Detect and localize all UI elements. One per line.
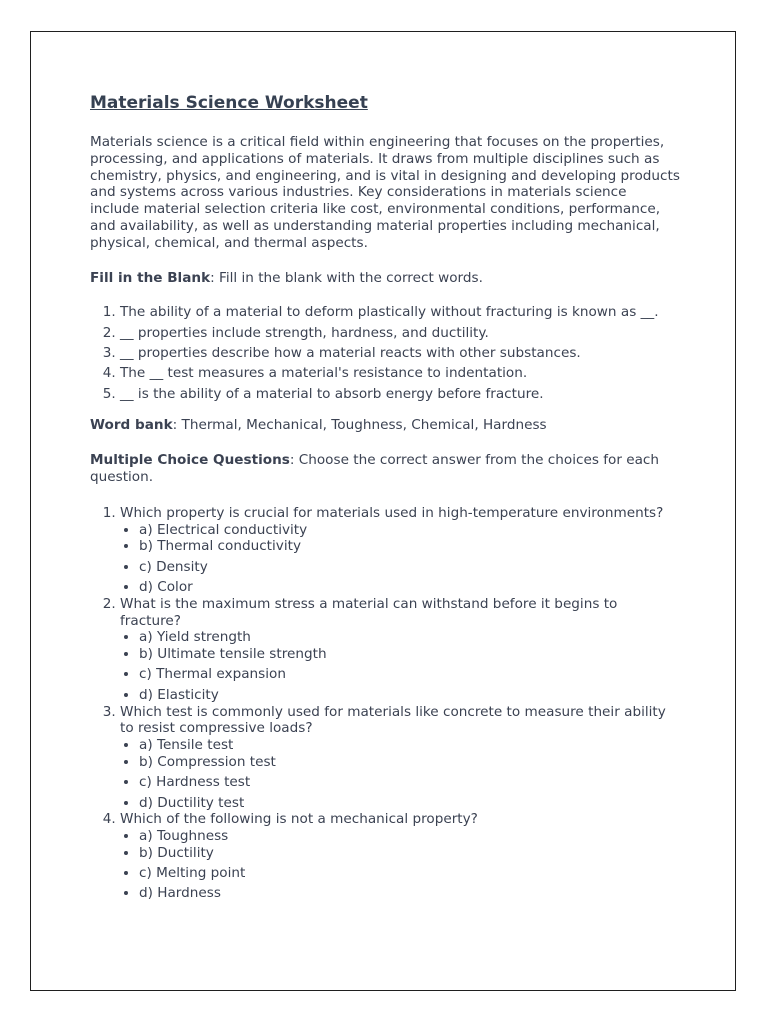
fill-in-instruction-text: : Fill in the blank with the correct words. [210, 269, 483, 286]
choice-d: • d) Color [139, 579, 680, 596]
fill-in-item-4: 4. The __ test measures a material's resistance to indentation. [120, 365, 680, 382]
choice-a: • a) Toughness [139, 828, 680, 845]
worksheet-content [90, 93, 680, 902]
intro-paragraph: Materials science is a critical field within engineering that focuses on the properties, processing, and applications of materials. It draws from multiple disciplines such as chemistry, physics, and engineering, and is vital in designing and developing products and systems across various industries. Key considerations in materials science include material selection criteria like cost, environmental conditions, performance, and availability, as well as understanding material properties including mechanical, physical, chemical, and thermal aspects. [90, 134, 680, 251]
choice-c: • c) Density [139, 559, 680, 576]
choice-b: • b) Compression test [139, 754, 680, 771]
question-text: What is the maximum stress a material can withstand before it begins to fracture? [120, 595, 618, 629]
page-title: Materials Science Worksheet [90, 93, 368, 113]
choice-d: • d) Elasticity [139, 687, 680, 704]
word-bank [90, 417, 680, 434]
multiple-choice-list [90, 505, 680, 903]
fill-in-heading: Fill in the Blank [90, 269, 211, 286]
choice-c: • c) Thermal expansion [139, 666, 680, 683]
choice-a: • a) Yield strength [139, 629, 680, 646]
word-bank-heading: Word bank [90, 417, 173, 434]
word-bank-words: : Thermal, Mechanical, Toughness, Chemical, Hardness [172, 417, 547, 434]
multiple-choice-instructions [90, 452, 680, 486]
question-3 [120, 704, 680, 812]
choice-list [120, 737, 680, 811]
fill-in-list [90, 304, 680, 402]
choice-d: • d) Ductility test [139, 795, 680, 812]
choice-list [120, 828, 680, 902]
choice-b: • b) Ultimate tensile strength [139, 646, 680, 663]
fill-in-item-1: 1. The ability of a material to deform plastically without fracturing is known as __. [120, 304, 680, 321]
fill-in-item-2: 2. __ properties include strength, hardness, and ductility. [120, 325, 680, 342]
choice-a: • a) Electrical conductivity [139, 522, 680, 539]
multiple-choice-heading: Multiple Choice Questions [90, 452, 290, 469]
fill-in-item-3: 3. __ properties describe how a material reacts with other substances. [120, 345, 680, 362]
question-text: Which of the following is not a mechanical property? [120, 811, 478, 828]
question-text: Which property is crucial for materials used in high-temperature environments? [120, 504, 664, 521]
choice-list [120, 629, 680, 703]
question-text: Which test is commonly used for materials like concrete to measure their ability to resist compressive loads? [120, 703, 666, 737]
question-4 [120, 811, 680, 902]
choice-c: • c) Melting point [139, 865, 680, 882]
choice-a: • a) Tensile test [139, 737, 680, 754]
fill-in-item-5: 5. __ is the ability of a material to absorb energy before fracture. [120, 386, 680, 403]
choice-d: • d) Hardness [139, 885, 680, 902]
choice-c: • c) Hardness test [139, 774, 680, 791]
multiple-choice-instruction-text: : Choose the correct answer from the choices for each question. [90, 452, 660, 485]
question-2 [120, 596, 680, 704]
fill-in-instructions [90, 270, 680, 287]
question-1 [120, 505, 680, 596]
choice-list [120, 522, 680, 596]
choice-b: • b) Thermal conductivity [139, 538, 680, 555]
choice-b: • b) Ductility [139, 845, 680, 862]
